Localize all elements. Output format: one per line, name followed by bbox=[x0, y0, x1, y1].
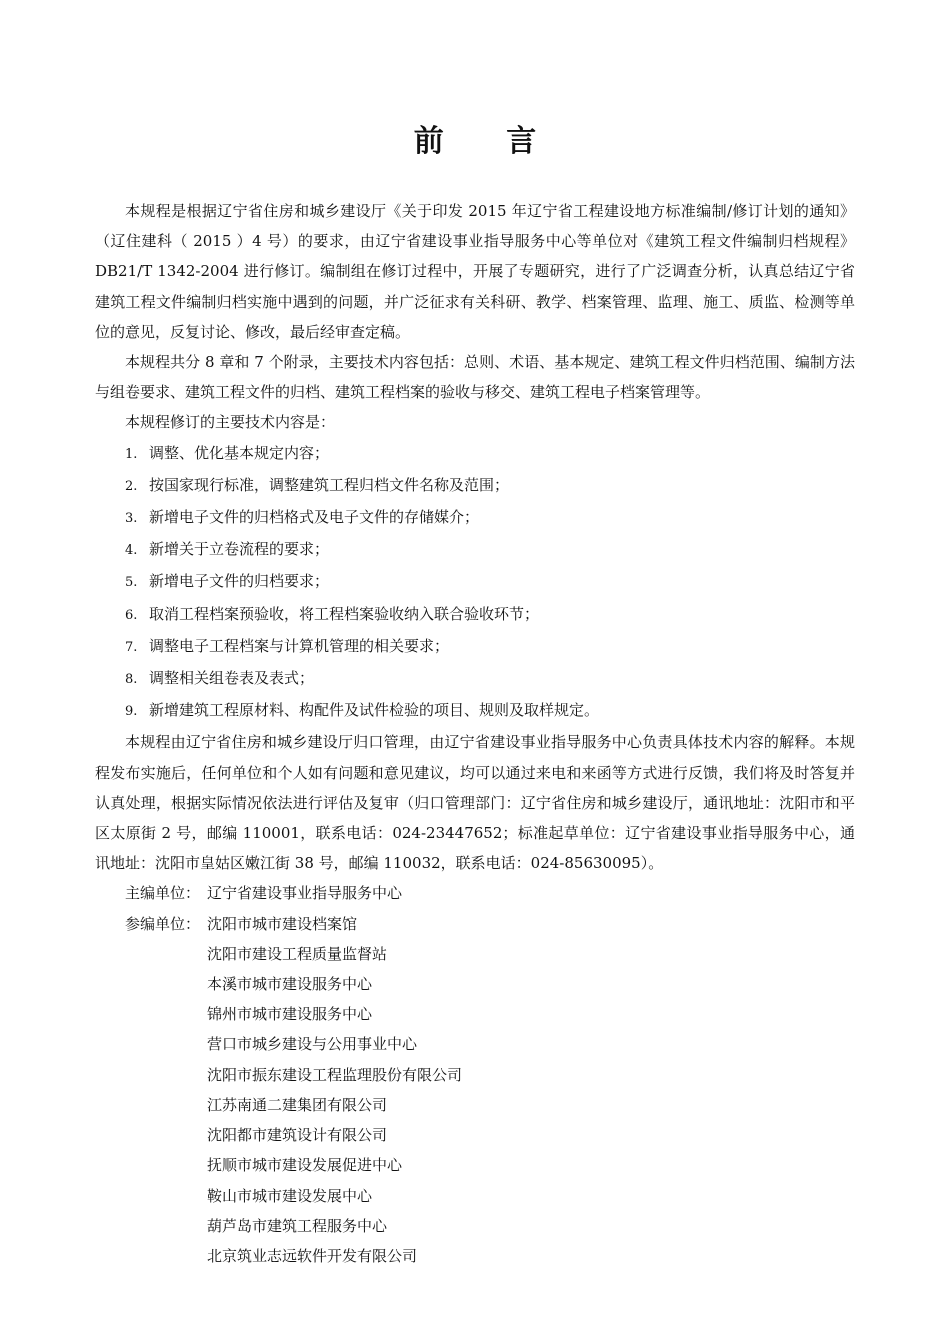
participating-unit-label: 参编单位： bbox=[125, 914, 201, 933]
participating-unit-name: 抚顺市城市建设发展促进中心 bbox=[207, 1156, 403, 1175]
list-item bbox=[95, 566, 855, 598]
list-item-number: 4. bbox=[125, 543, 138, 559]
list-item-number: 5. bbox=[125, 575, 138, 591]
participating-unit-name: 沈阳市城市建设档案馆 bbox=[207, 914, 358, 933]
participating-unit-name: 葫芦岛市建筑工程服务中心 bbox=[207, 1216, 388, 1235]
list-item-text: 新增建筑工程原材料、构配件及试件检验的项目、规则及取样规定。 bbox=[149, 701, 600, 720]
list-item-number: 3. bbox=[125, 511, 138, 527]
list-item-text: 取消工程档案预验收，将工程档案验收纳入联合验收环节； bbox=[149, 604, 540, 623]
list-item-text: 按国家现行标准，调整建筑工程归档文件名称及范围； bbox=[149, 475, 510, 494]
participating-unit-name: 锦州市城市建设服务中心 bbox=[207, 1005, 373, 1024]
chief-unit-label: 主编单位： bbox=[125, 884, 201, 903]
preface-body bbox=[95, 196, 855, 1271]
list-item-number: 1. bbox=[125, 446, 138, 462]
participating-unit-name: 沈阳市振东建设工程监理股份有限公司 bbox=[207, 1065, 463, 1084]
participating-unit-name: 本溪市城市建设服务中心 bbox=[207, 975, 373, 994]
list-item-number: 2. bbox=[125, 478, 138, 494]
participating-unit-name: 鞍山市城市建设发展中心 bbox=[207, 1186, 373, 1205]
list-item-number: 9. bbox=[125, 704, 138, 720]
chief-unit-row bbox=[95, 878, 855, 908]
list-item-text: 新增电子文件的归档格式及电子文件的存储媒介； bbox=[149, 508, 480, 527]
list-item-text: 新增电子文件的归档要求； bbox=[149, 572, 330, 591]
participating-unit-name: 北京筑业志远软件开发有限公司 bbox=[207, 1246, 418, 1265]
page-title: 前 言 bbox=[413, 124, 563, 159]
revision-list bbox=[95, 438, 855, 728]
list-item bbox=[95, 534, 855, 566]
preface-paragraph-contents: 本规程共分 8 章和 7 个附录，主要技术内容包括：总则、术语、基本规定、建筑工程文件归档范围、编制方法与组卷要求、建筑工程文件的归档、建筑工程档案的验收与移交、建筑工程电子档案管理等。 bbox=[95, 353, 855, 402]
list-item-number: 7. bbox=[125, 639, 138, 655]
preface-paragraph-management: 本规程由辽宁省住房和城乡建设厅归口管理，由辽宁省建设事业指导服务中心负责具体技术内容的解释。本规程发布实施后，任何单位和个人如有问题和意见建议，均可以通过来电和来函等方式进行反馈，我们将及时答复并认真处理，根据实际情况依法进行评估及复审（归口管理部门：辽宁省住房和城乡建设厅，通讯地址：沈阳市和平区太原街 2 号，邮编 110001，联系电话：024-23447652；标准起草单位：辽宁省建设事业指导服务中心，通讯地址：沈阳市皇姑区嫩江街 38 号，邮编 110032，联系电话：024-85630095）。 bbox=[95, 733, 855, 873]
participating-unit-name: 江苏南通二建集团有限公司 bbox=[207, 1095, 388, 1114]
participating-unit-name: 沈阳都市建筑设计有限公司 bbox=[207, 1126, 388, 1145]
list-item bbox=[95, 470, 855, 502]
list-item-text: 调整、优化基本规定内容； bbox=[149, 443, 330, 462]
list-item bbox=[95, 438, 855, 470]
chief-unit-name: 辽宁省建设事业指导服务中心 bbox=[207, 884, 403, 903]
list-item bbox=[95, 663, 855, 695]
list-item bbox=[95, 599, 855, 631]
list-item-text: 新增关于立卷流程的要求； bbox=[149, 540, 330, 559]
participating-unit-name: 营口市城乡建设与公用事业中心 bbox=[207, 1035, 418, 1054]
list-item-number: 6. bbox=[125, 607, 138, 623]
preface-paragraph-basis: 本规程是根据辽宁省住房和城乡建设厅《关于印发 2015 年辽宁省工程建设地方标准编制/修订计划的通知》（辽住建科（ 2015 ）4 号）的要求，由辽宁省建设事业指导服务中心等单位对《建筑工程文件编制归档规程》DB21/T 1342-2004 进行修订。编制组在修订过程中，开展了专题研究，进行了广泛调查分析，认真总结辽宁省建筑工程文件编制归档实施中遇到的问题，并广泛征求有关科研、教学、档案管理、监理、施工、质监、检测等单位的意见，反复讨论、修改，最后经审查定稿。 bbox=[95, 202, 855, 341]
participating-unit-row bbox=[95, 909, 855, 939]
list-item bbox=[95, 502, 855, 534]
list-item bbox=[95, 695, 855, 727]
list-item-text: 调整电子工程档案与计算机管理的相关要求； bbox=[149, 636, 450, 655]
preface-paragraph-revision-intro: 本规程修订的主要技术内容是： bbox=[125, 413, 336, 432]
list-item-number: 8. bbox=[125, 672, 138, 688]
list-item-text: 调整相关组卷表及表式； bbox=[149, 669, 315, 688]
list-item bbox=[95, 631, 855, 663]
participating-unit-name: 沈阳市建设工程质量监督站 bbox=[207, 944, 388, 963]
